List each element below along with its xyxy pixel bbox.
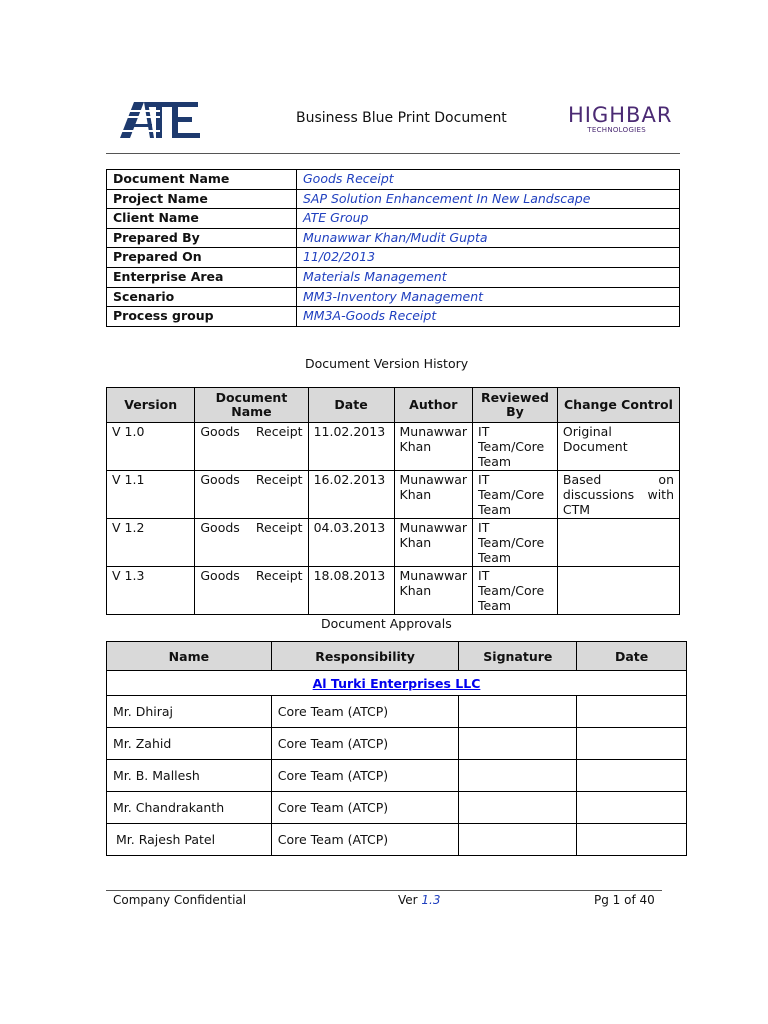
approval-cell-responsibility: Core Team (ATCP) — [271, 824, 459, 856]
approval-cell-signature[interactable] — [459, 760, 577, 792]
version-cell-author: Munawwar Khan — [394, 423, 473, 471]
approval-cell-responsibility: Core Team (ATCP) — [271, 728, 459, 760]
details-key: Process group — [107, 307, 297, 327]
version-history-row — [107, 567, 680, 615]
footer-page-number: Pg 1 of 40 — [594, 893, 655, 907]
approval-cell-signature[interactable] — [459, 792, 577, 824]
version-history-header: Reviewed By — [473, 388, 558, 423]
approval-cell-date — [577, 760, 687, 792]
approvals-row — [107, 760, 687, 792]
version-cell-doc: Goods Receipt — [195, 567, 308, 615]
version-history-header: Author — [394, 388, 473, 423]
highbar-logo-subtext: TECHNOLOGIES — [587, 126, 646, 134]
approval-cell-date — [577, 696, 687, 728]
details-key: Enterprise Area — [107, 267, 297, 287]
version-cell-date: 11.02.2013 — [308, 423, 394, 471]
details-row — [107, 228, 680, 248]
version-cell-doc: Goods Receipt — [195, 519, 308, 567]
version-history-header: Date — [308, 388, 394, 423]
footer-confidential: Company Confidential — [113, 893, 247, 907]
approval-cell-responsibility: Core Team (ATCP) — [271, 696, 459, 728]
version-cell-version: V 1.2 — [107, 519, 195, 567]
approval-cell-responsibility: Core Team (ATCP) — [271, 792, 459, 824]
footer-version-value: 1.3 — [421, 893, 441, 907]
details-key: Client Name — [107, 209, 297, 229]
approvals-row — [107, 824, 687, 856]
details-row — [107, 307, 680, 327]
details-row — [107, 287, 680, 307]
version-history-header: Change Control — [557, 388, 679, 423]
version-cell-date: 18.08.2013 — [308, 567, 394, 615]
approvals-org-row — [107, 671, 687, 696]
version-cell-version: V 1.1 — [107, 471, 195, 519]
details-value: MM3-Inventory Management — [297, 287, 680, 307]
approval-cell-signature[interactable] — [459, 728, 577, 760]
details-row — [107, 248, 680, 268]
approval-cell-name: Mr. Chandrakanth — [107, 792, 272, 824]
approval-cell-signature[interactable] — [459, 696, 577, 728]
version-history-table — [106, 387, 680, 615]
version-cell-date: 04.03.2013 — [308, 519, 394, 567]
approval-cell-name: Mr. Dhiraj — [107, 696, 272, 728]
approvals-header: Date — [577, 642, 687, 671]
organization-link[interactable]: Al Turki Enterprises LLC — [107, 671, 687, 696]
version-cell-version: V 1.0 — [107, 423, 195, 471]
details-key: Scenario — [107, 287, 297, 307]
approval-cell-signature[interactable] — [459, 824, 577, 856]
highbar-logo-text: HIGHBAR — [568, 103, 673, 127]
version-cell-date: 16.02.2013 — [308, 471, 394, 519]
details-key: Prepared On — [107, 248, 297, 268]
approval-cell-date — [577, 792, 687, 824]
details-row — [107, 170, 680, 190]
version-cell-reviewed: IT Team/Core Team — [473, 471, 558, 519]
details-row — [107, 189, 680, 209]
version-cell-change: Based on discussions with CTM — [557, 471, 679, 519]
version-cell-reviewed: IT Team/Core Team — [473, 567, 558, 615]
approval-cell-date — [577, 728, 687, 760]
document-details-table — [106, 169, 680, 327]
version-history-title: Document Version History — [305, 356, 469, 371]
approval-cell-responsibility: Core Team (ATCP) — [271, 760, 459, 792]
version-history-row — [107, 519, 680, 567]
details-value: SAP Solution Enhancement In New Landscape — [297, 189, 680, 209]
version-cell-change — [557, 519, 679, 567]
version-cell-author: Munawwar Khan — [394, 471, 473, 519]
details-value: ATE Group — [297, 209, 680, 229]
version-history-row — [107, 423, 680, 471]
approval-cell-date — [577, 824, 687, 856]
version-cell-version: V 1.3 — [107, 567, 195, 615]
approval-cell-name: Mr. Zahid — [107, 728, 272, 760]
version-cell-reviewed: IT Team/Core Team — [473, 423, 558, 471]
document-header-title: Business Blue Print Document — [296, 110, 507, 126]
footer-divider — [106, 890, 662, 891]
details-value: Goods Receipt — [297, 170, 680, 190]
details-value: 11/02/2013 — [297, 248, 680, 268]
version-history-header: Version — [107, 388, 195, 423]
footer-version — [398, 893, 441, 907]
ate-logo — [120, 100, 202, 140]
approval-cell-name: Mr. B. Mallesh — [107, 760, 272, 792]
details-value: Materials Management — [297, 267, 680, 287]
details-row — [107, 209, 680, 229]
version-cell-author: Munawwar Khan — [394, 519, 473, 567]
version-cell-change — [557, 567, 679, 615]
approval-cell-name: Mr. Rajesh Patel — [107, 824, 272, 856]
highbar-logo — [568, 104, 674, 136]
footer-version-label: Ver — [398, 893, 422, 907]
version-cell-doc: Goods Receipt — [195, 471, 308, 519]
approvals-header: Name — [107, 642, 272, 671]
approvals-row — [107, 696, 687, 728]
details-value: MM3A-Goods Receipt — [297, 307, 680, 327]
details-key: Prepared By — [107, 228, 297, 248]
approvals-header: Signature — [459, 642, 577, 671]
approvals-row — [107, 792, 687, 824]
details-row — [107, 267, 680, 287]
details-key: Project Name — [107, 189, 297, 209]
version-cell-change: Original Document — [557, 423, 679, 471]
header-divider — [106, 153, 680, 154]
version-cell-author: Munawwar Khan — [394, 567, 473, 615]
approvals-row — [107, 728, 687, 760]
approvals-table — [106, 641, 687, 856]
details-value: Munawwar Khan/Mudit Gupta — [297, 228, 680, 248]
approvals-header: Responsibility — [271, 642, 459, 671]
version-history-row — [107, 471, 680, 519]
version-cell-doc: Goods Receipt — [195, 423, 308, 471]
details-key: Document Name — [107, 170, 297, 190]
version-history-header: Document Name — [195, 388, 308, 423]
version-cell-reviewed: IT Team/Core Team — [473, 519, 558, 567]
approvals-title: Document Approvals — [321, 616, 452, 631]
